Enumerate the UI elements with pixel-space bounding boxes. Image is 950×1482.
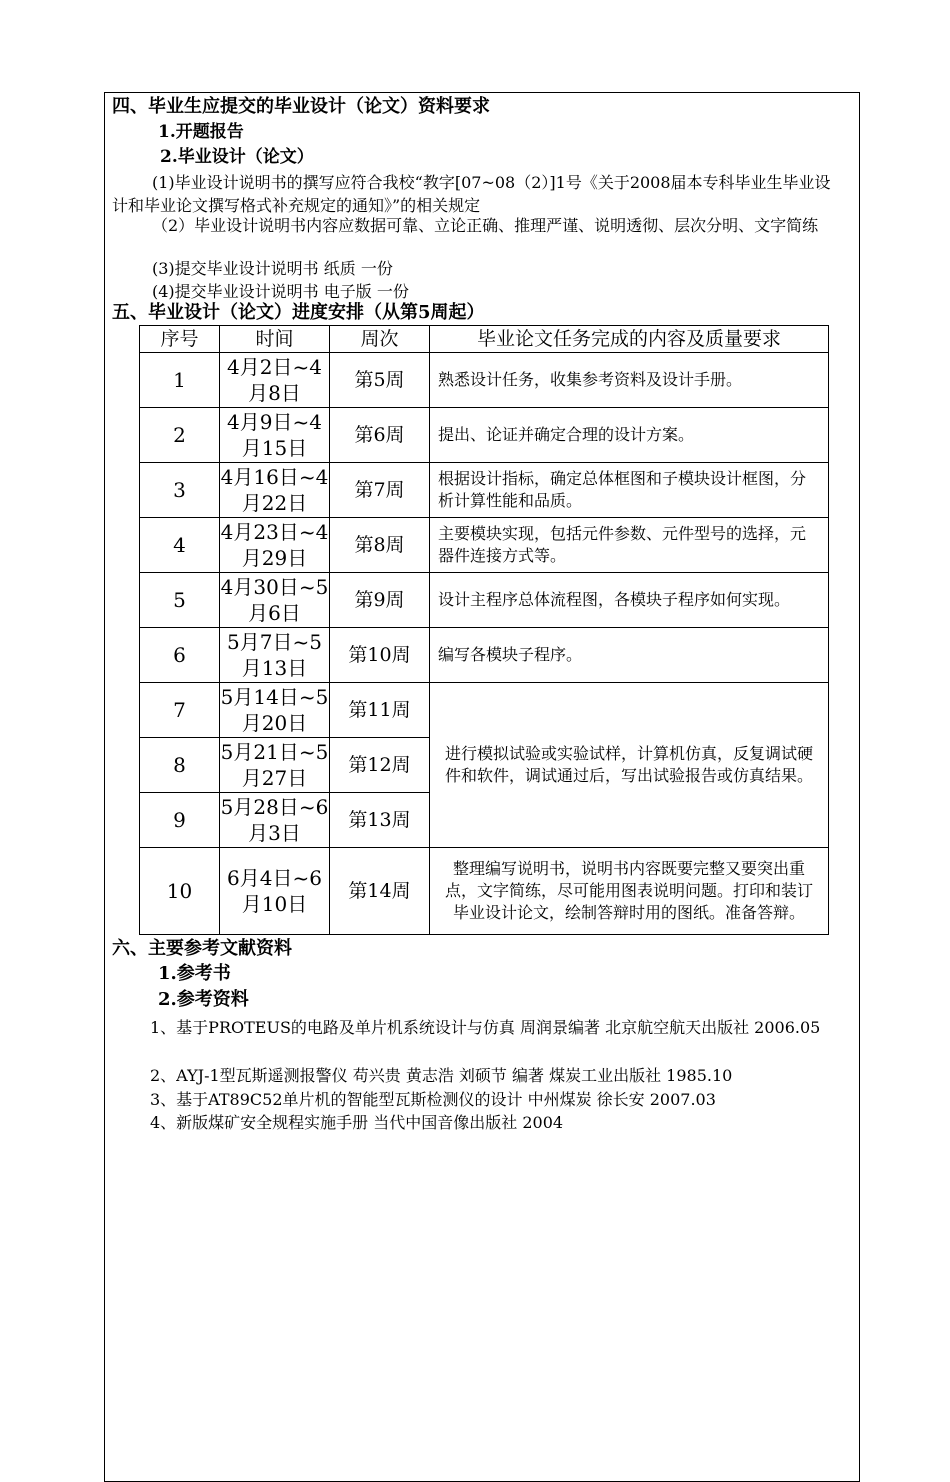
table-header-row xyxy=(140,326,829,353)
row-time: 6月4日~6月10日 xyxy=(220,848,330,935)
table-row xyxy=(140,518,829,573)
row-content: 根据设计指标，确定总体框图和子模块设计框图，分析计算性能和品质。 xyxy=(430,463,829,518)
table-row xyxy=(140,573,829,628)
row-week: 第12周 xyxy=(330,738,430,793)
table-row xyxy=(140,353,829,408)
row-week: 第6周 xyxy=(330,408,430,463)
row-time: 4月9日~4月15日 xyxy=(220,408,330,463)
table-row xyxy=(140,408,829,463)
row-week: 第9周 xyxy=(330,573,430,628)
table-row xyxy=(140,683,829,738)
row-week: 第5周 xyxy=(330,353,430,408)
section-4-para-3: (3)提交毕业设计说明书 纸质 一份 xyxy=(152,259,393,278)
row-no: 5 xyxy=(140,573,220,628)
row-no: 2 xyxy=(140,408,220,463)
row-time: 5月7日~5月13日 xyxy=(220,628,330,683)
row-no: 1 xyxy=(140,353,220,408)
row-week: 第11周 xyxy=(330,683,430,738)
header-week: 周次 xyxy=(330,326,430,353)
row-week: 第13周 xyxy=(330,793,430,848)
row-content: 熟悉设计任务，收集参考资料及设计手册。 xyxy=(430,353,829,408)
section-4-para-4: (4)提交毕业设计说明书 电子版 一份 xyxy=(152,282,409,301)
row-no: 9 xyxy=(140,793,220,848)
row-time: 4月2日~4月8日 xyxy=(220,353,330,408)
table-row xyxy=(140,628,829,683)
row-no: 6 xyxy=(140,628,220,683)
reference-item: 1、基于PROTEUS的电路及单片机系统设计与仿真 周润景编著 北京航空航天出版社 2006.05 xyxy=(150,1018,821,1037)
table-row xyxy=(140,463,829,518)
reference-item: 4、新版煤矿安全规程实施手册 当代中国音像出版社 2004 xyxy=(150,1113,564,1132)
row-time: 5月28日~6月3日 xyxy=(220,793,330,848)
section-6-heading: 六、主要参考文献资料 xyxy=(112,938,292,959)
row-no: 8 xyxy=(140,738,220,793)
section-4-para-2: （2）毕业设计说明书内容应数据可靠、立论正确、推理严谨、说明透彻、层次分明、文字简练 xyxy=(152,216,819,235)
row-content: 主要模块实现，包括元件参数、元件型号的选择，元器件连接方式等。 xyxy=(430,518,829,573)
row-time: 5月14日~5月20日 xyxy=(220,683,330,738)
section-4-heading: 四、毕业生应提交的毕业设计（论文）资料要求 xyxy=(112,96,490,117)
row-no: 10 xyxy=(140,848,220,935)
row-no: 3 xyxy=(140,463,220,518)
reference-item: 2、AYJ-1型瓦斯遥测报警仪 苟兴贵 黄志浩 刘硕节 编著 煤炭工业出版社 1985.10 xyxy=(150,1066,733,1085)
row-time: 4月30日~5月6日 xyxy=(220,573,330,628)
section-4-item-1: 1.开题报告 xyxy=(158,122,244,142)
header-time: 时间 xyxy=(220,326,330,353)
row-content: 编写各模块子程序。 xyxy=(430,628,829,683)
row-no: 7 xyxy=(140,683,220,738)
header-no: 序号 xyxy=(140,326,220,353)
reference-item: 3、基于AT89C52单片机的智能型瓦斯检测仪的设计 中州煤炭 徐长安 2007.03 xyxy=(150,1090,716,1109)
section-5-heading: 五、毕业设计（论文）进度安排（从第5周起） xyxy=(112,302,485,323)
schedule-table xyxy=(139,325,829,935)
header-content: 毕业论文任务完成的内容及质量要求 xyxy=(430,326,829,353)
table-row xyxy=(140,848,829,935)
section-4-item-2: 2.毕业设计（论文） xyxy=(160,147,314,167)
merged-content-cell: 进行模拟试验或实验试样，计算机仿真，反复调试硬件和软件，调试通过后，写出试验报告或仿真结果。 xyxy=(430,683,829,848)
row-content: 提出、论证并确定合理的设计方案。 xyxy=(430,408,829,463)
section-4-para-1: (1)毕业设计说明书的撰写应符合我校“教字[07~08（2）]1号《关于2008届本专科毕业生毕业设计和毕业论文撰写格式补充规定的通知》”的相关规定 xyxy=(112,173,831,215)
row-time: 5月21日~5月27日 xyxy=(220,738,330,793)
row-content: 设计主程序总体流程图，各模块子程序如何实现。 xyxy=(430,573,829,628)
row-week: 第7周 xyxy=(330,463,430,518)
row-week: 第14周 xyxy=(330,848,430,935)
row-week: 第10周 xyxy=(330,628,430,683)
row-time: 4月16日~4月22日 xyxy=(220,463,330,518)
section-6-item-1: 1.参考书 xyxy=(158,963,231,984)
row-content: 整理编写说明书，说明书内容既要完整又要突出重点，文字简练，尽可能用图表说明问题。打印和装订毕业设计论文，绘制答辩时用的图纸。准备答辩。 xyxy=(430,848,829,935)
row-time: 4月23日~4月29日 xyxy=(220,518,330,573)
row-no: 4 xyxy=(140,518,220,573)
row-week: 第8周 xyxy=(330,518,430,573)
section-6-item-2: 2.参考资料 xyxy=(158,989,249,1010)
